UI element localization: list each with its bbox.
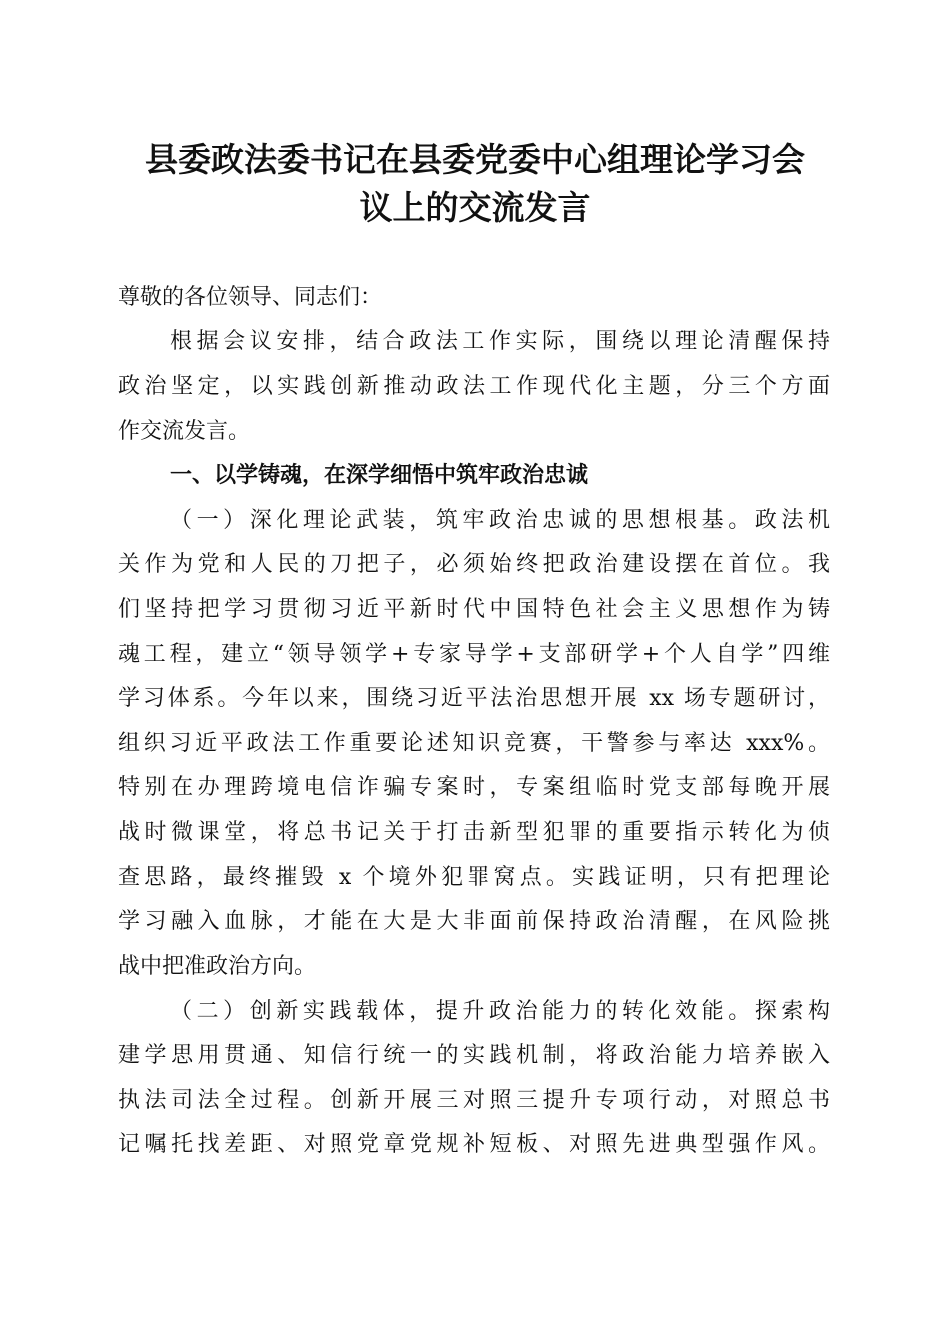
intro-line: 政治坚定，以实践创新推动政法工作现代化主题，分三个方面 [118,374,830,399]
paragraph-line: 特别在办理跨境电信诈骗专案时，专案组临时党支部每晚开展 [118,775,830,800]
document-title-line-2: 议上的交流发言 [359,188,591,227]
paragraph-line: 战时微课堂，将总书记关于打击新型犯罪的重要指示转化为侦 [118,820,830,845]
paragraph-line: （二）创新实践载体，提升政治能力的转化效能。探索构 [170,999,830,1024]
paragraph-line: 战中把准政治方向。 [118,954,317,979]
paragraph-line: 查思路，最终摧毁 x 个境外犯罪窝点。实践证明，只有把理论 [118,865,830,890]
paragraph-line: 组织习近平政法工作重要论述知识竞赛，干警参与率达 xxx%。 [118,731,830,756]
paragraph-line: 学习融入血脉，才能在大是大非面前保持政治清醒，在风险挑 [118,909,830,934]
paragraph-line: （一）深化理论武装，筑牢政治忠诚的思想根基。政法机 [170,508,830,533]
salutation: 尊敬的各位领导、同志们： [118,285,383,310]
paragraph-line: 记嘱托找差距、对照党章党规补短板、对照先进典型强作风。 [118,1132,830,1157]
paragraph-line: 关作为党和人民的刀把子，必须始终把政治建设摆在首位。我 [118,552,830,577]
paragraph-line: 魂工程，建立“领导领学+专家导学+支部研学+个人自学”四维 [118,642,830,667]
paragraph-line: 学习体系。今年以来，围绕习近平法治思想开展 xx 场专题研讨， [118,686,830,711]
paragraph-line: 执法司法全过程。创新开展三对照三提升专项行动，对照总书 [118,1088,830,1113]
document-title-line-1: 县委政法委书记在县委党委中心组理论学习会 [145,140,805,179]
paragraph-line: 建学思用贯通、知信行统一的实践机制，将政治能力培养嵌入 [118,1043,830,1068]
paragraph-line: 们坚持把学习贯彻习近平新时代中国特色社会主义思想作为铸 [118,597,830,622]
section-heading: 一、以学铸魂，在深学细悟中筑牢政治忠诚 [170,463,589,488]
intro-line: 作交流发言。 [118,419,251,444]
intro-line: 根据会议安排，结合政法工作实际，围绕以理论清醒保持 [170,329,830,354]
